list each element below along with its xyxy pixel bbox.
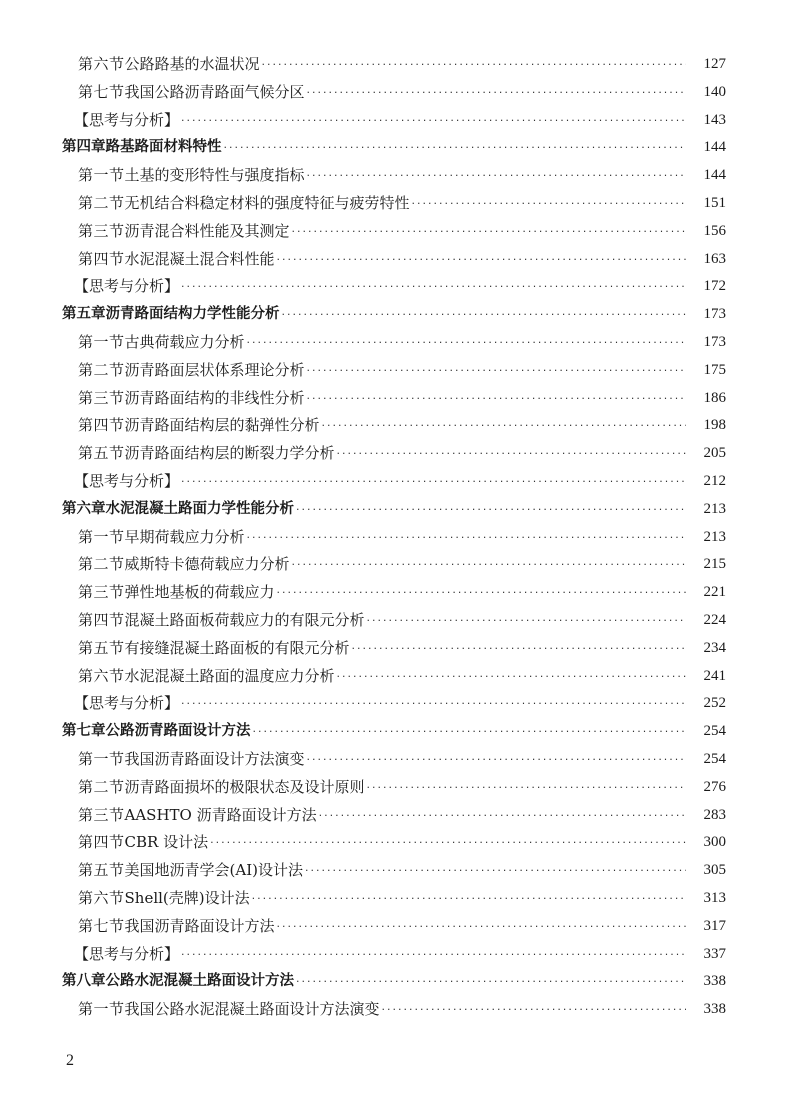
dot-leader <box>282 301 687 329</box>
toc-entry-number: 第二节 <box>78 777 125 796</box>
toc-entry-number: 第一节 <box>78 527 125 546</box>
dot-leader <box>277 246 686 274</box>
toc-section-row[interactable] <box>0 440 790 468</box>
toc-page-number: 198 <box>703 417 726 434</box>
toc-section-row[interactable] <box>0 79 790 107</box>
toc-entry-title: 【思考与分析】 <box>74 110 180 129</box>
dot-leader <box>307 79 686 107</box>
toc-section-row[interactable] <box>0 385 790 413</box>
toc-section-row[interactable] <box>0 635 790 663</box>
dot-leader <box>252 885 686 913</box>
toc-entry-title: 美国地沥青学会(AI)设计法 <box>124 861 303 880</box>
toc-page-number: 305 <box>703 862 726 879</box>
toc-page-number: 252 <box>703 695 726 712</box>
toc-entry-number: 第六节 <box>78 666 125 685</box>
dot-leader <box>305 857 686 885</box>
dot-leader <box>292 551 686 579</box>
toc-entry-title: Shell(壳牌)设计法 <box>124 888 250 907</box>
dot-leader <box>319 802 686 830</box>
toc-entry-title: 早期荷载应力分析 <box>124 527 245 546</box>
toc-page-number: 151 <box>703 194 726 211</box>
toc-entry-number: 第一节 <box>78 1000 125 1019</box>
toc-entry-title: AASHTO 沥青路面设计方法 <box>124 805 317 824</box>
dot-leader <box>181 941 686 969</box>
toc-entry-number: 第四节 <box>78 833 125 852</box>
toc-entry-title: 弹性地基板的荷载应力 <box>124 583 275 602</box>
toc-entry-number: 第七章 <box>62 723 106 740</box>
toc-review-row[interactable] <box>0 273 790 301</box>
toc-page-number: 173 <box>703 306 726 323</box>
toc-chapter-row[interactable] <box>0 496 790 524</box>
toc-entry-title: 我国公路水泥混凝土路面设计方法演变 <box>124 1000 380 1019</box>
toc-entry-number: 第三节 <box>78 388 125 407</box>
toc-entry-number: 第六节 <box>78 55 125 73</box>
toc-entry-title: 威斯特卡德荷载应力分析 <box>124 555 290 574</box>
toc-entry-number: 第五节 <box>78 444 125 463</box>
toc-page-number: 205 <box>703 445 726 462</box>
toc-section-row[interactable] <box>0 663 790 691</box>
toc-entry-title: 我国沥青路面设计方法 <box>124 916 275 935</box>
toc-entry-number: 第六节 <box>78 888 125 907</box>
toc-entry-number: 第七节 <box>78 916 125 935</box>
toc-section-row[interactable] <box>0 579 790 607</box>
toc-entry-number: 第一节 <box>78 166 125 185</box>
toc-page-number: 283 <box>703 806 726 823</box>
toc-entry-title: 【思考与分析】 <box>74 694 180 713</box>
toc-section-row[interactable] <box>0 218 790 246</box>
toc-entry-title: CBR 设计法 <box>124 833 209 852</box>
toc-entry-title: 土基的变形特性与强度指标 <box>124 166 305 185</box>
toc-section-row[interactable] <box>0 829 790 857</box>
toc-chapter-row[interactable] <box>0 968 790 996</box>
toc-entry-title: 【思考与分析】 <box>74 277 180 296</box>
toc-entry-number: 第四章 <box>62 139 106 156</box>
dot-leader <box>210 829 686 857</box>
dot-leader <box>296 496 686 524</box>
dot-leader <box>352 635 686 663</box>
toc-entry-title: 公路沥青路面设计方法 <box>105 723 251 740</box>
toc-section-row[interactable] <box>0 746 790 774</box>
toc-entry-title: 【思考与分析】 <box>74 944 180 963</box>
toc-entry-title: 沥青路面层状体系理论分析 <box>124 360 305 379</box>
toc-section-row[interactable] <box>0 857 790 885</box>
toc-page-number: 144 <box>703 167 726 184</box>
toc-section-row[interactable] <box>0 996 790 1024</box>
toc-page-number: 212 <box>703 472 726 489</box>
dot-leader <box>307 385 686 413</box>
toc-page-number: 144 <box>703 139 726 156</box>
toc-entry-title: 【思考与分析】 <box>74 471 180 490</box>
dot-leader <box>307 746 686 774</box>
toc-entry-number: 第四节 <box>78 610 125 629</box>
toc-entry-title: 路基路面材料特性 <box>105 139 222 156</box>
toc-page-number: 172 <box>703 278 726 295</box>
toc-entry-title: 公路路基的水温状况 <box>124 55 260 73</box>
dot-leader <box>412 190 686 218</box>
dot-leader <box>247 329 686 357</box>
toc-page-number: 213 <box>703 528 726 545</box>
toc-entry-number: 第二节 <box>78 555 125 574</box>
toc-entry-number: 第四节 <box>78 249 125 268</box>
dot-leader <box>181 690 686 718</box>
toc-entry-title: 无机结合料稳定材料的强度特征与疲劳特性 <box>124 193 410 212</box>
toc-entry-number: 第五节 <box>78 638 125 657</box>
toc-entry-number: 第七节 <box>78 82 125 101</box>
toc-entry-title: 水泥混凝土混合料性能 <box>124 249 275 268</box>
toc-page-number: 338 <box>703 973 726 990</box>
toc-section-row[interactable] <box>0 551 790 579</box>
toc-section-row[interactable] <box>0 913 790 941</box>
toc-section-row[interactable] <box>0 774 790 802</box>
toc-chapter-row[interactable] <box>0 134 790 162</box>
toc-section-row[interactable] <box>0 357 790 385</box>
toc-chapter-row[interactable] <box>0 301 790 329</box>
toc-section-row[interactable] <box>0 524 790 552</box>
dot-leader <box>262 51 686 79</box>
toc-page-number: 156 <box>703 222 726 239</box>
toc-page-number: 175 <box>703 361 726 378</box>
toc-entry-title: 沥青路面结构力学性能分析 <box>105 306 280 323</box>
toc-entry-number: 第二节 <box>78 360 125 379</box>
toc-section-row[interactable] <box>0 607 790 635</box>
toc-page-number: 337 <box>703 945 726 962</box>
toc-review-row[interactable] <box>0 468 790 496</box>
toc-entry-number: 第一节 <box>78 332 125 351</box>
toc-entry-title: 古典荷载应力分析 <box>124 332 245 351</box>
toc-page-number: 140 <box>703 83 726 100</box>
toc-entry-number: 第三节 <box>78 221 125 240</box>
toc-review-row[interactable] <box>0 107 790 135</box>
dot-leader <box>247 524 686 552</box>
toc-entry-title: 沥青路面结构的非线性分析 <box>124 388 305 407</box>
dot-leader <box>337 440 686 468</box>
toc-entry-title: 公路水泥混凝土路面设计方法 <box>105 973 294 990</box>
toc-section-row[interactable] <box>0 246 790 274</box>
toc-entry-number: 第五节 <box>78 861 125 880</box>
toc-page-number: 313 <box>703 889 726 906</box>
toc-entry-number: 第八章 <box>62 973 106 990</box>
toc-entry-number: 第三节 <box>78 583 125 602</box>
toc-page-number: 254 <box>703 750 726 767</box>
toc-entry-number: 第五章 <box>62 306 106 323</box>
toc-page-number: 143 <box>703 111 726 128</box>
toc-entry-title: 混凝土路面板荷载应力的有限元分析 <box>124 610 365 629</box>
toc-page-number: 163 <box>703 250 726 267</box>
toc-entry-title: 我国沥青路面设计方法演变 <box>124 749 305 768</box>
toc-page-number: 224 <box>703 611 726 628</box>
toc-entry-title: 我国公路沥青路面气候分区 <box>124 82 305 101</box>
toc-page-number: 213 <box>703 500 726 517</box>
dot-leader <box>307 357 686 385</box>
toc-page-number: 215 <box>703 556 726 573</box>
toc-page-number: 300 <box>703 834 726 851</box>
toc-entry-title: 水泥混凝土路面力学性能分析 <box>105 500 294 517</box>
toc-section-row[interactable] <box>0 885 790 913</box>
dot-leader <box>277 579 686 607</box>
dot-leader <box>367 607 686 635</box>
dot-leader <box>181 273 686 301</box>
toc-page-number: 234 <box>703 639 726 656</box>
toc-entry-title: 沥青路面结构层的断裂力学分析 <box>124 444 335 463</box>
toc-page-number: 173 <box>703 333 726 350</box>
table-of-contents <box>0 51 790 1024</box>
toc-section-row[interactable] <box>0 329 790 357</box>
toc-page-number: 241 <box>703 667 726 684</box>
dot-leader <box>322 412 686 440</box>
toc-page-number: 127 <box>703 56 726 72</box>
toc-review-row[interactable] <box>0 941 790 969</box>
toc-entry-title: 沥青混合料性能及其测定 <box>124 221 290 240</box>
toc-page-number: 276 <box>703 778 726 795</box>
dot-leader <box>292 218 686 246</box>
toc-page-number: 317 <box>703 917 726 934</box>
toc-section-row[interactable] <box>0 412 790 440</box>
dot-leader <box>337 663 686 691</box>
toc-chapter-row[interactable] <box>0 718 790 746</box>
dot-leader <box>382 996 686 1024</box>
dot-leader <box>181 468 686 496</box>
dot-leader <box>307 162 686 190</box>
toc-entry-number: 第三节 <box>78 805 125 824</box>
toc-entry-title: 沥青路面结构层的黏弹性分析 <box>124 416 320 435</box>
dot-leader <box>296 968 686 996</box>
toc-page-number: 338 <box>703 1001 726 1018</box>
dot-leader <box>253 718 687 746</box>
toc-entry-number: 第二节 <box>78 193 125 212</box>
toc-entry-number: 第六章 <box>62 500 106 517</box>
dot-leader <box>224 134 687 162</box>
page-folio: 2 <box>66 1052 74 1069</box>
toc-section-row[interactable] <box>0 162 790 190</box>
toc-page-number: 186 <box>703 389 726 406</box>
toc-section-row[interactable] <box>0 190 790 218</box>
toc-entry-title: 有接缝混凝土路面板的有限元分析 <box>124 638 350 657</box>
toc-page-number: 254 <box>703 723 726 740</box>
dot-leader <box>277 913 686 941</box>
toc-section-row[interactable] <box>0 802 790 830</box>
toc-page-number: 221 <box>703 584 726 601</box>
toc-entry-title: 沥青路面损坏的极限状态及设计原则 <box>124 777 365 796</box>
toc-review-row[interactable] <box>0 690 790 718</box>
toc-entry-number: 第四节 <box>78 416 125 435</box>
dot-leader <box>367 774 686 802</box>
toc-entry-number: 第一节 <box>78 749 125 768</box>
toc-section-row[interactable] <box>0 51 790 79</box>
toc-entry-title: 水泥混凝土路面的温度应力分析 <box>124 666 335 685</box>
dot-leader <box>181 107 686 135</box>
